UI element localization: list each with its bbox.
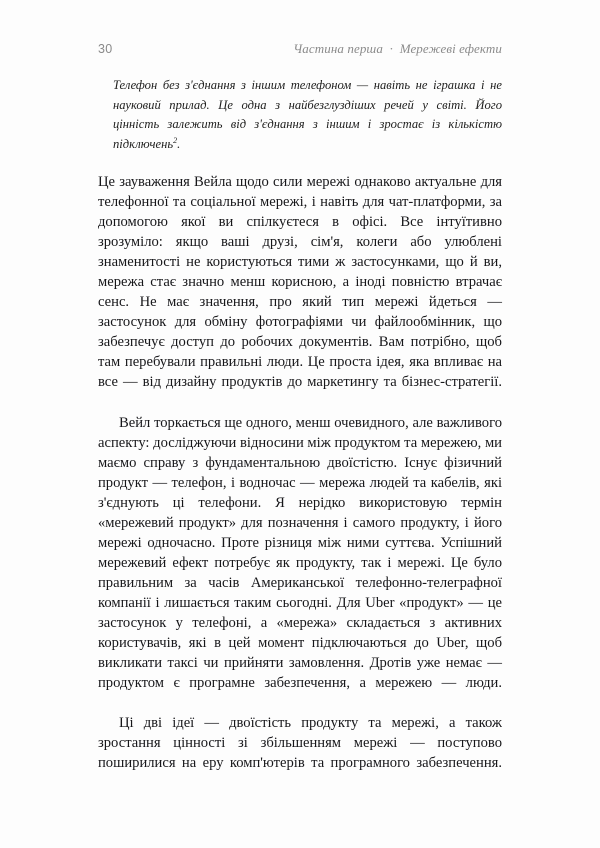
page-number: 30 [98,42,113,56]
footnote-marker: 2 [173,135,178,145]
body-paragraph: Це зауваження Вейла щодо сили мережі однаково актуальне для телефонної та соціальної мережі, і навіть для чат-платформи, за допомогою якої ви спілкуєтеся в офісі. Все інтуїтивно зрозуміло: якщо ваші друзі, сім'я, колеги або улюблені знаменитості не користуються тими ж застосунками, що й ви, мережа стає значно менш корисною, а іноді повністю втрачає сенс. Не має значення, про який тип мережі йдеться — застосунок для обміну фотографіями чи файлообмінник, що забезпечує доступ до робочих документів. Вам потрібно, щоб там перебували правильні люди. Це проста ідея, яка впливає на все — від дизайну продуктів до маркетингу та бізнес-стратегії. [98,174,502,391]
body-paragraph: Ці дві ідеї — двоїстість продукту та мережі, а також зростання цінності зі збільшенням мережі — поступово поширилися на еру комп'ютерів та програмного забезпечення. [98,715,502,772]
body-text-block [98,172,502,793]
epigraph-block [113,76,502,154]
running-head-title: Частина перша · Мережеві ефекти [293,41,502,56]
running-head [98,41,502,57]
body-paragraph: Вейл торкається ще одного, менш очевидного, але важливого аспекту: досліджуючи відносини між продуктом та мережею, ми маємо справу з фундаментальною двоїстістю. Існує фізичний продукт — телефон, і водночас — мережа людей та кабелів, які з'єднують ці телефони. Я нерідко використовую термін «мережевий продукт» для позначення і самого продукту, і його мережі одночасно. Проте різниця між ними суттєва. Успішний мережевий ефект потребує як продукту, так і мережі. Це було правильним за часів Американської телефонно-телеграфної компанії і лишається таким сьогодні. Для Uber «продукт» — це застосунок у телефоні, а «мережа» складається з активних користувачів, які в цей момент підключаються до Uber, щоб викликати таксі чи прийняти замовлення. Дротів уже немає — продуктом є програмне забезпечення, а мережею — люди. [98,414,502,692]
epigraph-text: Телефон без з'єднання з іншим телефоном — навіть не іграшка і не науковий прилад. Це одна з найбезглуздіших речей у світі. Його цінність залежить від з'єднання з іншим і зростає із кількістю підключень [113,78,502,151]
epigraph-trailing-punctuation: . [177,136,181,151]
